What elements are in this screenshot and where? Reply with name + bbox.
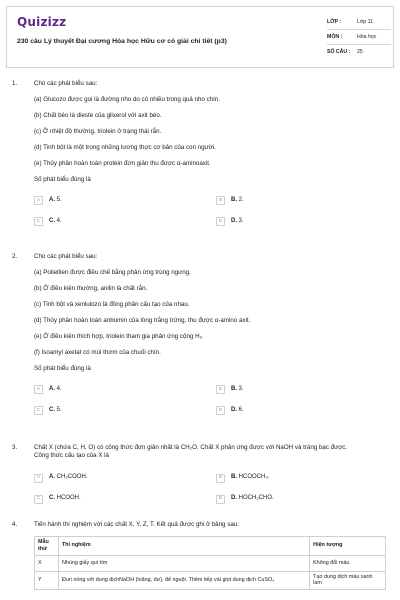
answer-label: B. [231,196,237,203]
answer-text: 5. [56,196,62,203]
question-line: (e) Thủy phân hoàn toàn protein đơn giản thu được α-aminoaxit. [34,160,211,167]
answer-option-d[interactable] [216,217,244,226]
question-line: (d) Thủy phân hoàn toàn anbumin của lòng trắng trứng, thu được α-amino axit. [34,317,251,324]
question-number: 1. [12,80,18,87]
question-line: (b) Chất béo là dieste của glixerol với axit béo. [34,112,162,119]
answer-label: D. [231,495,237,502]
answer-letter-box: D [216,406,225,415]
answer-option-b[interactable] [216,196,244,205]
answer-row [34,495,386,507]
question-line: Cho các phát biểu sau: [34,80,98,87]
meta-value: Hóa học [357,33,377,40]
question-line: Cho các phát biểu sau: [34,253,98,260]
answer-text: HOCH₂CHO. [238,495,274,502]
meta-key: MÔN : [327,33,343,40]
results-table [34,536,386,590]
answer-text: 6. [238,406,244,413]
meta-value: Lớp 11 [357,18,373,25]
answer-label: C. [49,406,55,413]
question-number: 2. [12,253,18,260]
question-body [34,80,386,229]
meta-row-class [327,15,391,30]
answer-label: D. [231,406,237,413]
meta-row-count [327,45,391,60]
question-line: (b) Ở điều kiện thường, anilin là chất rắn. [34,285,148,292]
question-line: Tiến hành thí nghiệm với các chất X, Y, Z, T. Kết quả được ghi ở bảng sau: [34,521,239,528]
brand-logo: Quizizz [17,15,67,29]
answer-letter-box: D [216,495,225,504]
question-line: (c) Tinh bột và xenlulozo là đồng phân cấu tạo của nhau. [34,301,190,308]
answer-text: HCOOH. [56,495,81,502]
question-line: Chất X (chứa C, H, O) có công thức đơn giản nhất là CH₂O. Chất X phản ứng được với NaOH và tráng bạc được. [34,444,348,451]
table-header-cell: Thí nghiệm [58,537,309,556]
answer-option-d[interactable] [216,406,244,415]
answer-letter-box: B [216,385,225,394]
answer-option-a[interactable] [34,385,62,394]
question-line: (e) Ở điều kiện thích hợp, triolein tham gia phản ứng cộng H₂. [34,333,204,340]
question-body [34,444,386,507]
question-line: (d) Tinh bột là một trong những lương thực cơ bản của con người. [34,144,216,151]
question-number: 3. [12,444,18,451]
answer-letter-box: C [34,406,43,415]
answer-option-a[interactable] [34,474,87,483]
answer-text: 3. [238,217,244,224]
answer-label: B. [231,474,237,481]
table-header-row [35,537,386,556]
answer-text: 2. [238,196,244,203]
meta-key: LỚP : [327,18,342,25]
answer-option-c[interactable] [34,406,62,415]
question-line: Số phát biểu đúng là [34,365,91,372]
meta-key: SỐ CÂU : [327,49,351,56]
answer-option-b[interactable] [216,474,269,483]
answer-option-d[interactable] [216,495,274,504]
question-line: (c) Ở nhiệt độ thường, triolein ở trạng thái rắn. [34,128,162,135]
answer-label: D. [231,217,237,224]
table-cell-sample: Y [35,571,59,590]
answer-row [34,217,386,229]
answer-row [34,406,386,418]
question-line: (a) Polietilen được điều chế bằng phản ứng trùng ngưng. [34,269,191,276]
answer-letter-box: A [34,196,43,205]
answer-text: CH₃COOH. [56,474,88,481]
meta-value: 25 [357,49,363,56]
answer-letter-box: D [216,217,225,226]
answer-label: C. [49,217,55,224]
answer-letter-box: A [34,385,43,394]
table-cell-result: Không đổi màu [310,555,386,571]
answer-row [34,196,386,208]
table-header-cell: Hiện tượng [310,537,386,556]
table-cell-experiment: Nhúng giấy quì tím [58,555,309,571]
answer-letter-box: B [216,474,225,483]
meta-row-subject [327,30,391,45]
table-header-cell: Mẫu thử [35,537,59,556]
answer-label: C. [49,495,55,502]
answer-letter-box: C [34,217,43,226]
answer-row [34,385,386,397]
question-line: (f) Isoamyl axetat có mùi thơm của chuối chín. [34,349,161,356]
answer-label: A. [49,474,55,481]
table-row [35,555,386,571]
answer-text: HCOOCH₃. [238,474,270,481]
answer-label: B. [231,385,237,392]
question-body [34,521,386,529]
answer-text: 4. [56,217,62,224]
answer-text: 4. [56,385,62,392]
answer-option-b[interactable] [216,385,244,394]
worksheet-header [6,6,394,68]
answer-row [34,474,386,486]
answer-option-c[interactable] [34,495,81,504]
meta-info [327,15,391,60]
table-cell-experiment: Đun nóng với dung dịchNaOH (loãng, dư), để nguội. Thêm tiếp vài giọt dung dịch CuSO₄ [58,571,309,590]
question-line: Công thức cấu tạo của X là [34,451,109,459]
table-cell-sample: X [35,555,59,571]
answer-text: 3. [238,385,244,392]
answer-letter-box: C [34,495,43,504]
table-cell-result: Tạo dung dịch màu xanh lam [310,571,386,590]
table-row [35,571,386,590]
answer-letter-box: B [216,196,225,205]
answer-label: A. [49,385,55,392]
question-line: Số phát biểu đúng là [34,176,91,183]
question-line: (a) Glucozo được gọi là đường nho do có nhiều trong quả nho chín. [34,96,220,103]
page-title: 230 câu Lý thuyết Đại cương Hóa học Hữu cơ có giải chi tiết (p3) [17,38,227,45]
question-number: 4. [12,521,18,528]
answer-text: 5. [56,406,62,413]
answer-label: A. [49,196,55,203]
answer-option-c[interactable] [34,217,62,226]
answer-option-a[interactable] [34,196,62,205]
question-body [34,253,386,418]
answer-letter-box: A [34,474,43,483]
